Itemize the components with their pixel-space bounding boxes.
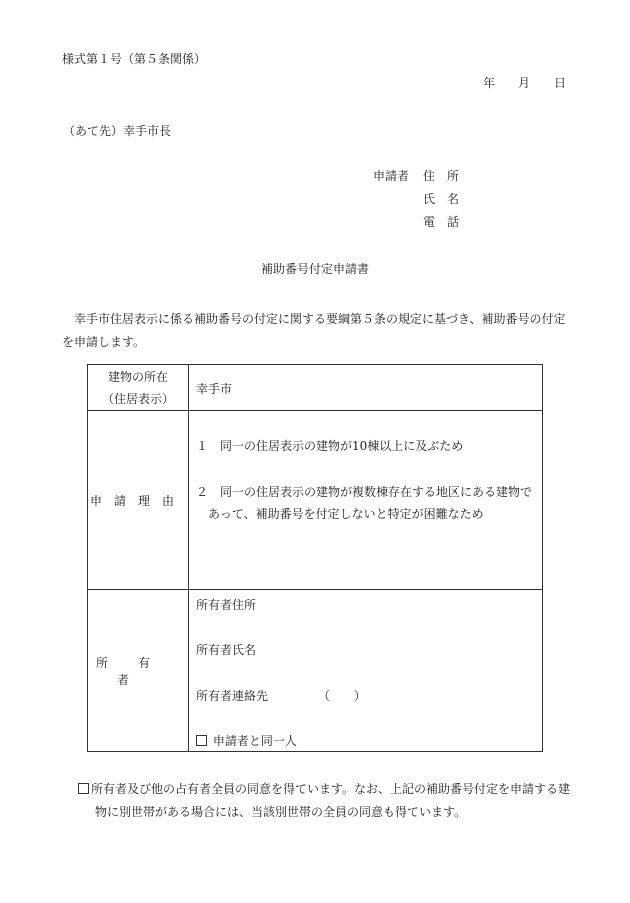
owner-label-cell bbox=[88, 590, 189, 752]
same-as-applicant-label: 申請者と同一人 bbox=[212, 734, 297, 748]
location-value-cell[interactable] bbox=[189, 365, 543, 411]
consent-checkbox[interactable] bbox=[78, 783, 89, 794]
consent-line-2: 物に別世帯がある場合には、当該別世帯の全員の同意も得ています。 bbox=[95, 805, 467, 819]
owner-label: 所有者 bbox=[95, 655, 180, 687]
same-as-applicant-option[interactable] bbox=[196, 732, 297, 749]
owner-value-cell bbox=[189, 590, 543, 752]
owner-contact-label: 所有者連絡先 bbox=[196, 689, 269, 703]
location-label-cell bbox=[88, 365, 189, 411]
date-day: 日 bbox=[554, 76, 567, 90]
applicant-label: 申請者 bbox=[373, 169, 410, 183]
reason-label: 申請理由 bbox=[89, 493, 186, 508]
consent-text-1: 所有者及び他の占有者全員の同意を得ています。なお、上記の補助番号付定を申請する建 bbox=[91, 782, 571, 796]
consent-line-1 bbox=[78, 778, 578, 801]
addressee: （あて先）幸手市長 bbox=[63, 124, 172, 138]
reason-label-cell bbox=[88, 411, 189, 590]
date-year: 年 bbox=[483, 76, 496, 90]
same-as-applicant-checkbox[interactable] bbox=[196, 735, 207, 746]
application-table bbox=[87, 364, 543, 752]
reason-options bbox=[189, 411, 542, 525]
body-text: 幸手市住居表示に係る補助番号の付定に関する要綱第５条の規定に基づき、補助番号の付定を申請します。 bbox=[62, 312, 566, 349]
owner-name-field[interactable]: 所有者氏名 bbox=[196, 643, 257, 657]
form-number: 様式第１号（第５条関係） bbox=[62, 52, 207, 66]
date-month: 月 bbox=[518, 76, 531, 90]
location-label-line1: 建物の所在 bbox=[107, 370, 168, 384]
owner-address-field[interactable]: 所有者住所 bbox=[196, 598, 257, 612]
document-title: 補助番号付定申請書 bbox=[260, 262, 369, 276]
applicant-name-label: 氏 名 bbox=[423, 192, 460, 206]
location-label-line2: （住居表示） bbox=[101, 392, 174, 406]
table-row-reason bbox=[88, 411, 543, 590]
applicant-address-label: 住 所 bbox=[423, 169, 460, 183]
location-value: 幸手市 bbox=[196, 382, 233, 396]
location-label bbox=[88, 365, 188, 410]
reason-value-cell bbox=[189, 411, 543, 590]
table-row-location bbox=[88, 365, 543, 411]
reason-option-2[interactable]: ２ 同一の住居表示の建物が複数棟存在する地区にある建物で bbox=[196, 485, 533, 499]
applicant-phone-label: 電 話 bbox=[423, 215, 460, 229]
table-row-owner bbox=[88, 590, 543, 752]
owner-contact-paren: （ ） bbox=[317, 689, 366, 703]
consent-note bbox=[78, 778, 578, 824]
reason-option-1[interactable]: １ 同一の住居表示の建物が10棟以上に及ぶため bbox=[196, 439, 464, 453]
reason-option-2-cont: あって、補助番号を付定しないと特定が困難なため bbox=[208, 507, 484, 521]
owner-contact-field[interactable] bbox=[196, 687, 366, 704]
